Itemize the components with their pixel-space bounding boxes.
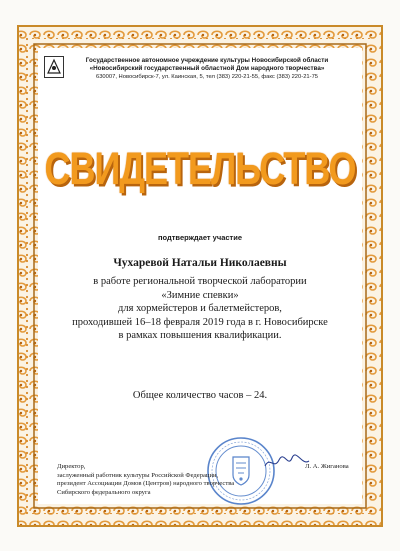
organization-logo [44,56,64,78]
organization-address: 630007, Новосибирск-7, ул. Каинская, 5, тел (383) 220-21-55, факс (383) 220-21-75 [95,74,319,80]
certificate-body [40,275,360,343]
organization-header [62,57,352,81]
body-line: в работе региональной творческой лаборатории [93,276,307,287]
footer-line: Директор, [57,463,86,470]
confirms-participation: подтверждает участие [157,233,242,242]
body-line: в рамках повышения квалификации. [118,330,282,341]
certificate-title: СВИДЕТЕЛЬСТВО [44,142,356,194]
signer-name: Л. А. Жиганова [305,463,349,470]
body-line: проходившей 16–18 февраля 2019 года в г. Новосибирске [72,316,328,328]
director-title [57,463,327,497]
recipient-name: Чухаревой Натальи Николаевны [113,257,287,269]
body-line: для хормейстеров и балетмейстеров, [118,303,282,314]
total-hours: Общее количество часов – 24. [132,390,268,401]
body-line: «Зимние спевки» [161,289,239,301]
footer-line: президент Ассоциации Домов (Центров) народного творчества [57,480,235,487]
organization-name-line1: Государственное автономное учреждение культуры Новосибирской области [85,57,329,64]
organization-name-line2: «Новосибирский государственный областной Дом народного творчества» [89,65,325,72]
footer-line: Сибирского федерального округа [57,488,151,496]
footer-line: заслуженный работник культуры Российской Федерации, [57,471,219,479]
